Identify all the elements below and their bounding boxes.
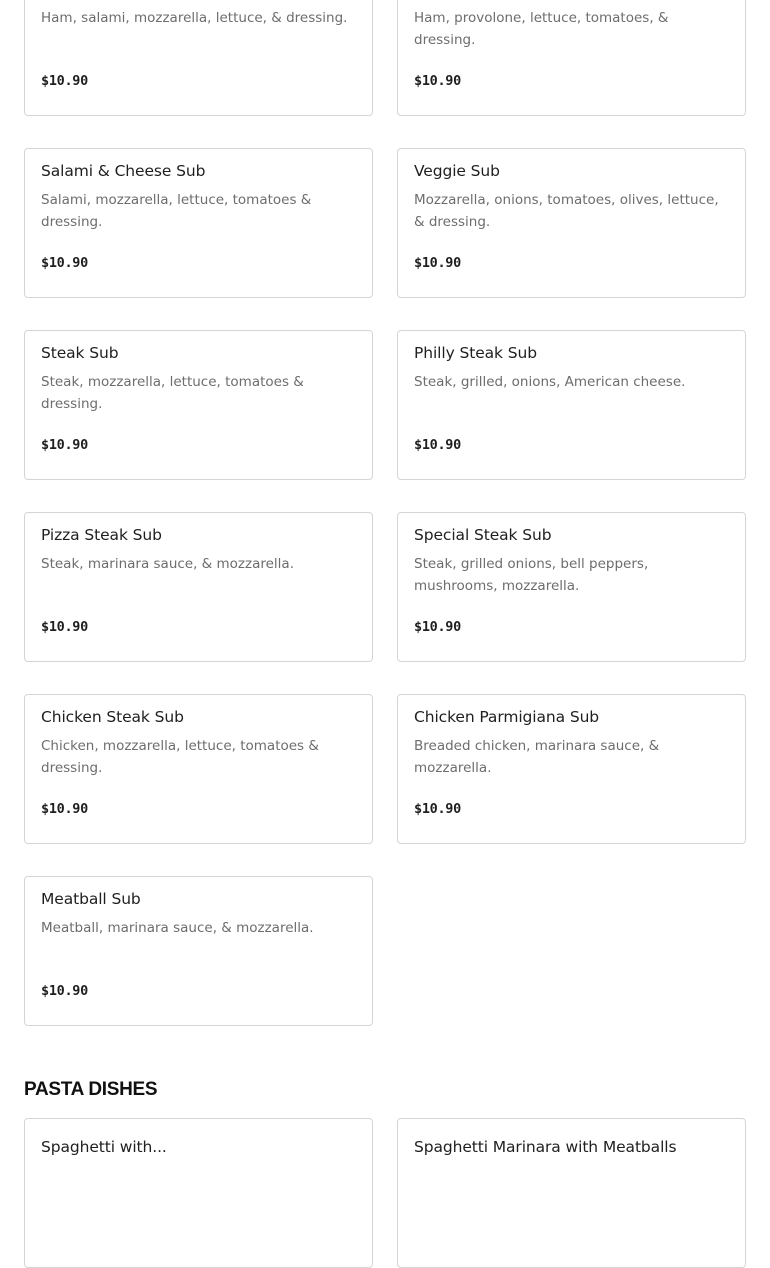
menu-item-card[interactable] <box>24 1118 373 1268</box>
menu-item-price: $10.90 <box>414 619 461 635</box>
menu-item-price: $10.90 <box>41 437 88 453</box>
menu-item-card[interactable] <box>397 330 746 480</box>
menu-item-card[interactable] <box>397 148 746 298</box>
menu-item-description: Breaded chicken, marinara sauce, & mozzarella. <box>414 738 660 776</box>
menu-item-name: Chicken Parmigiana Sub <box>414 708 600 726</box>
menu-item-card[interactable] <box>24 876 373 1026</box>
menu-item-name: Chicken Steak Sub <box>41 708 184 726</box>
menu-item-name: Pizza Steak Sub <box>41 526 162 544</box>
menu-item-price: $10.90 <box>414 255 461 271</box>
menu-item-card[interactable] <box>24 512 373 662</box>
menu-item-card[interactable] <box>397 0 746 116</box>
menu-item-price: $10.90 <box>41 801 88 817</box>
menu-item-name: Salami & Cheese Sub <box>41 162 206 180</box>
menu-item-price: $10.90 <box>41 983 88 999</box>
menu-item-name: Special Steak Sub <box>414 526 552 544</box>
section-heading-pasta: PASTA DISHES <box>24 1079 158 1100</box>
menu-item-description: Steak, grilled onions, bell peppers, mushrooms, mozzarella. <box>414 556 649 594</box>
menu-item-price: $10.90 <box>414 73 461 89</box>
subs-grid <box>24 0 746 1026</box>
menu-item-card[interactable] <box>397 1118 746 1268</box>
menu-item-price: $10.90 <box>414 437 461 453</box>
menu-item-price: $10.90 <box>41 619 88 635</box>
menu-item-card[interactable] <box>24 330 373 480</box>
menu-item-description: Chicken, mozzarella, lettuce, tomatoes & dressing. <box>41 738 319 776</box>
menu-item-description: Ham, provolone, lettuce, tomatoes, & dressing. <box>414 10 669 48</box>
menu-item-name: Spaghetti with... <box>41 1138 167 1156</box>
menu-item-card[interactable] <box>397 694 746 844</box>
menu-item-price: $10.90 <box>41 255 88 271</box>
menu-item-description: Meatball, marinara sauce, & mozzarella. <box>41 920 314 936</box>
menu-item-description: Steak, grilled, onions, American cheese. <box>414 374 686 390</box>
menu-item-name: Spaghetti Marinara with Meatballs <box>414 1138 677 1156</box>
menu-item-name: Veggie Sub <box>414 162 500 180</box>
menu-item-name: Steak Sub <box>41 344 119 362</box>
menu-item-card[interactable] <box>24 694 373 844</box>
menu-item-description: Steak, marinara sauce, & mozzarella. <box>41 556 294 572</box>
menu-item-card[interactable] <box>397 512 746 662</box>
menu-item-description: Mozzarella, onions, tomatoes, olives, lettuce, & dressing. <box>414 192 719 230</box>
menu-item-description: Ham, salami, mozzarella, lettuce, & dressing. <box>41 10 348 26</box>
menu-item-name: Philly Steak Sub <box>414 344 537 362</box>
pasta-grid <box>24 1118 746 1268</box>
menu-item-description: Salami, mozzarella, lettuce, tomatoes & dressing. <box>41 192 312 230</box>
menu-item-price: $10.90 <box>414 801 461 817</box>
menu-item-description: Steak, mozzarella, lettuce, tomatoes & dressing. <box>41 374 304 412</box>
menu-item-price: $10.90 <box>41 73 88 89</box>
menu-item-card[interactable] <box>24 148 373 298</box>
menu-item-card[interactable] <box>24 0 373 116</box>
menu-item-name: Meatball Sub <box>41 890 141 908</box>
